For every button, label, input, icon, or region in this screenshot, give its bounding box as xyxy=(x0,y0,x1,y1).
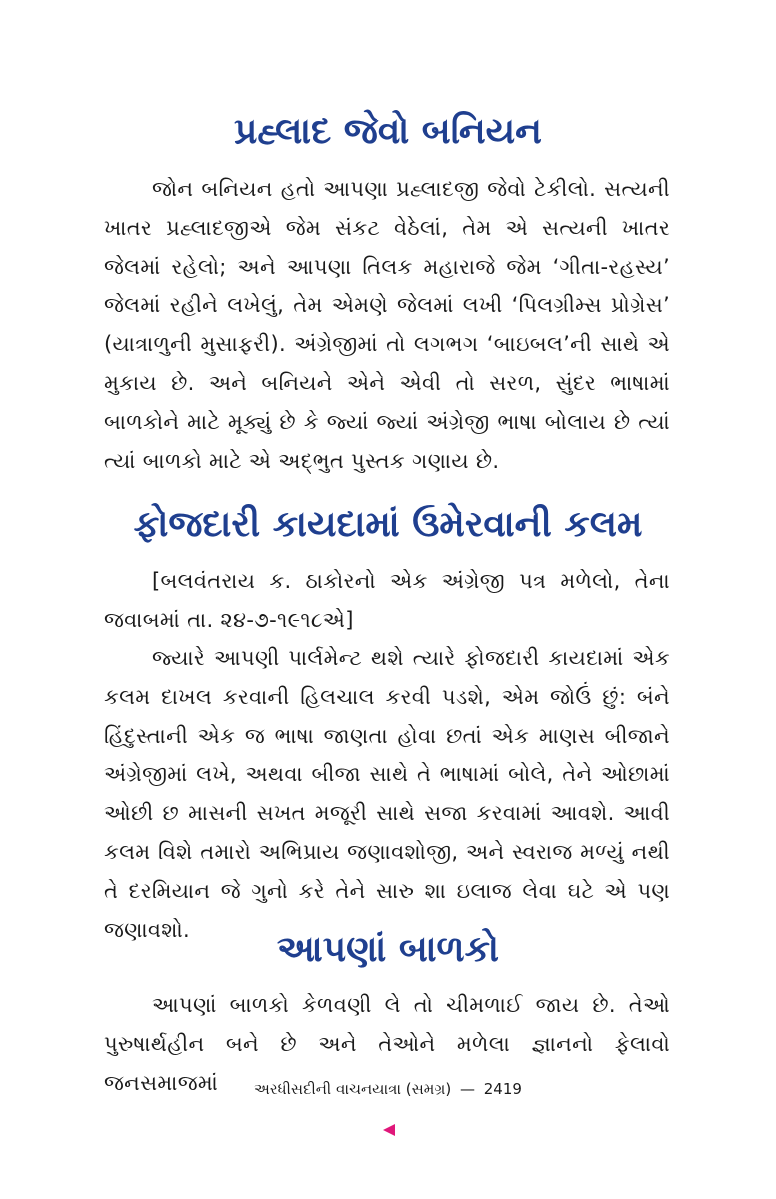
section-heading-our-children: આપણાં બાળકો xyxy=(276,929,500,970)
footer-book-title: અરધીસદીની વાચનયાત્રા (સમગ્ર) xyxy=(254,1080,452,1098)
triangle-left-icon xyxy=(381,1122,397,1138)
paragraph-our-children: આપણાં બાળકો કેળવણી લે તો ચીમળાઈ જાય છે. તેઓ પુરુષાર્થહીન બને છે અને તેઓને મળેલા જ્ઞાનનો ફેલાવો જનસમાજમાં xyxy=(104,993,670,1095)
footer-page-number: 2419 xyxy=(483,1080,522,1098)
section-heading-bunyan: પ્રહ્લાદ જેવો બનિયન xyxy=(234,111,542,152)
editorial-note: [બલવંતરાય ક. ઠાકોરનો એક અંગ્રેજી પત્ર મળેલો, તેના જવાબમાં તા. ૨૪-૭-૧૯૧૮એ] xyxy=(104,569,670,632)
page-footer xyxy=(0,1079,776,1099)
footer-separator: — xyxy=(459,1080,475,1098)
paragraph-criminal-law: જ્યારે આપણી પાર્લમેન્ટ થશે ત્યારે ફોજદારી કાયદામાં એક કલમ દાખલ કરવાની હિલચાલ કરવી પડશે, એમ જોઉં છું: બંને હિંદુસ્તાની એક જ ભાષા જાણતા હોવા છતાં એક માણસ બીજાને અંગ્રેજીમાં લખે, અથવા બીજા સાથે તે ભાષામાં બોલે, તેને ઓછામાં ઓછી છ માસની સખત મજૂરી સાથે સજા કરવામાં આવશે. આવી કલમ વિશે તમારો અભિપ્રાય જણાવશોજી, અને સ્વરાજ મળ્યું નથી તે દરમિયાન જે ગુનો કરે તેને સારુ શા ઇલાજ લેવા ઘટે એ પણ જણાવશો. xyxy=(104,646,670,942)
previous-page-button[interactable] xyxy=(381,1122,397,1138)
paragraph-bunyan: જોન બનિયન હતો આપણા પ્રહ્લાદજી જેવો ટેકીલો. સત્યની ખાતર પ્રહ્લાદજીએ જેમ સંકટ વેઠેલાં, તેમ એ સત્યની ખાતર જેલમાં રહેલો; અને આપણા તિલક મહારાજે જેમ ‘ગીતા-રહસ્ય’ જેલમાં રહીને લખેલું, તેમ એમણે જેલમાં લખી ‘પિલગ્રીમ્સ પ્રોગ્રેસ’ (યાત્રાળુની મુસાફરી). અંગ્રેજીમાં તો લગભગ ‘બાઇબલ’ની સાથે એ મુકાય છે. અને બનિયને એને એવી તો સરળ, સુંદર ભાષામાં બાળકોને માટે મૂક્યું છે કે જ્યાં જ્યાં અંગ્રેજી ભાષા બોલાય છે ત્યાં ત્યાં બાળકો માટે એ અદ્ભુત પુસ્તક ગણાય છે. xyxy=(104,177,670,473)
section-heading-criminal-law: ફોજદારી કાયદામાં ઉમેરવાની કલમ xyxy=(133,504,643,545)
